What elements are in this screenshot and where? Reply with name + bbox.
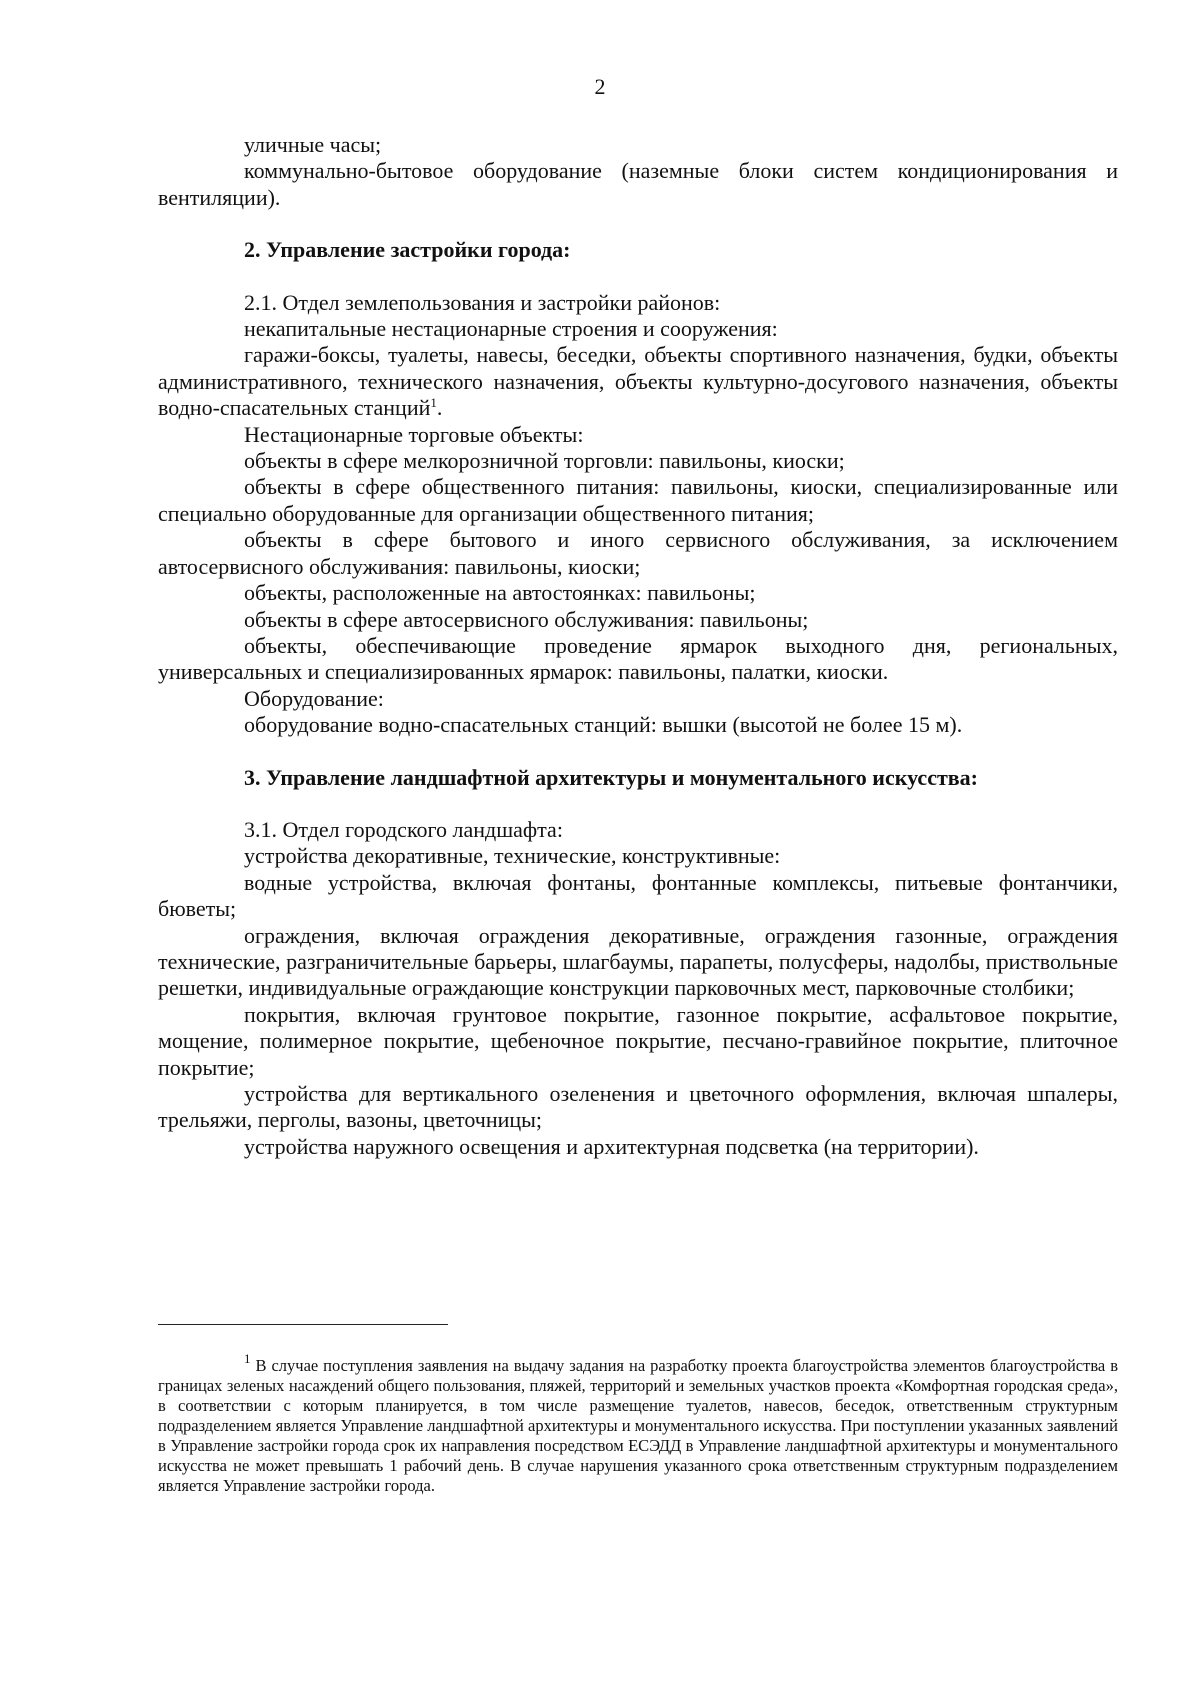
- paragraph: объекты, расположенные на автостоянках: павильоны;: [244, 580, 756, 606]
- paragraph: устройства наружного освещения и архитектурная подсветка (на территории).: [244, 1133, 979, 1159]
- footnote-text: В случае поступления заявления на выдачу задания на разработку проекта благоустройства элементов благоустройства в границах зеленых насаждений общего пользования, пляжей, территорий и земельных участков проекта «Комфортная городская среда», в соответствии с которым планируется, в том числе размещение туалетов, навесов, беседок, ответственным структурным подразделением является Управление ландшафтной архитектуры и монументального искусства. При поступлении указанных заявлений в Управление застройки города срок их направления посредством ЕСЭДД в Управление ландшафтной архитектуры и монументального искусства не может превышать 1 рабочий день. В случае нарушения указанного срока ответственным структурным подразделением является Управление застройки города.: [158, 1356, 1119, 1495]
- footnote-reference: 1: [430, 395, 437, 411]
- paragraph: уличные часы;: [244, 132, 382, 157]
- paragraph: водные устройства, включая фонтаны, фонтанные комплексы, питьевые фонтанчики, бюветы;: [158, 869, 1118, 922]
- paragraph: устройства для вертикального озеленения и цветочного оформления, включая шпалеры, трельяжи, перголы, вазоны, цветочницы;: [158, 1081, 1118, 1133]
- paragraph: ограждения, включая ограждения декоративные, ограждения газонные, ограждения технические, разграничительные барьеры, шлагбаумы, парапеты, полусферы, надолбы, приствольные решетки, индивидуальные ограждающие конструкции парковочных мест, парковочные столбики;: [158, 922, 1118, 1001]
- paragraph-text: гаражи-боксы, туалеты, навесы, беседки, объекты спортивного назначения, будки, объекты административного, технического назначения, объекты культурно-досугового назначения, объекты водно-спасательных станций: [158, 342, 1118, 421]
- paragraph: объекты в сфере автосервисного обслуживания: павильоны;: [244, 606, 809, 632]
- section-heading-3: 3. Управление ландшафтной архитектуры и монументального искусства:: [244, 764, 978, 790]
- paragraph: объекты, обеспечивающие проведение ярмарок выходного дня, региональных, универсальных и специализированных ярмарок: павильоны, палатки, киоски.: [158, 632, 1118, 685]
- footnote-marker: 1: [244, 1351, 251, 1366]
- paragraph: гаражи-боксы, туалеты, навесы, беседки, объекты спортивного назначения, будки, объекты административного, технического назначения, объекты культурно-досугового назначения, объекты водно-спасательных станций$^1$.: [158, 342, 1118, 421]
- paragraph: устройства декоративные, технические, конструктивные:: [244, 843, 781, 869]
- footnote-separator: [158, 1324, 448, 1325]
- paragraph: объекты в сфере мелкорозничной торговли: павильоны, киоски;: [244, 448, 845, 474]
- page-number: 2: [594, 74, 606, 99]
- paragraph: оборудование водно-спасательных станций: вышки (высотой не более 15 м).: [244, 712, 963, 738]
- paragraph: Нестационарные торговые объекты:: [244, 421, 584, 447]
- paragraph: объекты в сфере бытового и иного сервисного обслуживания, за исключением автосервисного обслуживания: павильоны, киоски;: [158, 527, 1118, 579]
- paragraph: коммунально-бытовое оборудование (наземные блоки систем кондиционирования и вентиляции).: [158, 158, 1118, 210]
- paragraph: покрытия, включая грунтовое покрытие, газонное покрытие, асфальтовое покрытие, мощение, полимерное покрытие, щебеночное покрытие, песчано-гравийное покрытие, плиточное покрытие;: [158, 1001, 1118, 1080]
- subsection-heading-3-1: 3.1. Отдел городского ландшафта:: [244, 816, 563, 842]
- footnote: [158, 1351, 1119, 1496]
- paragraph: некапитальные нестационарные строения и сооружения:: [244, 316, 778, 342]
- paragraph: Оборудование:: [244, 685, 384, 711]
- section-heading-2: 2. Управление застройки города:: [244, 237, 571, 263]
- subsection-heading-2-1: 2.1. Отдел землепользования и застройки районов:: [244, 289, 721, 315]
- paragraph: объекты в сфере общественного питания: павильоны, киоски, специализированные или специально оборудованные для организации общественного питания;: [158, 474, 1118, 526]
- document-body: [158, 132, 1118, 1160]
